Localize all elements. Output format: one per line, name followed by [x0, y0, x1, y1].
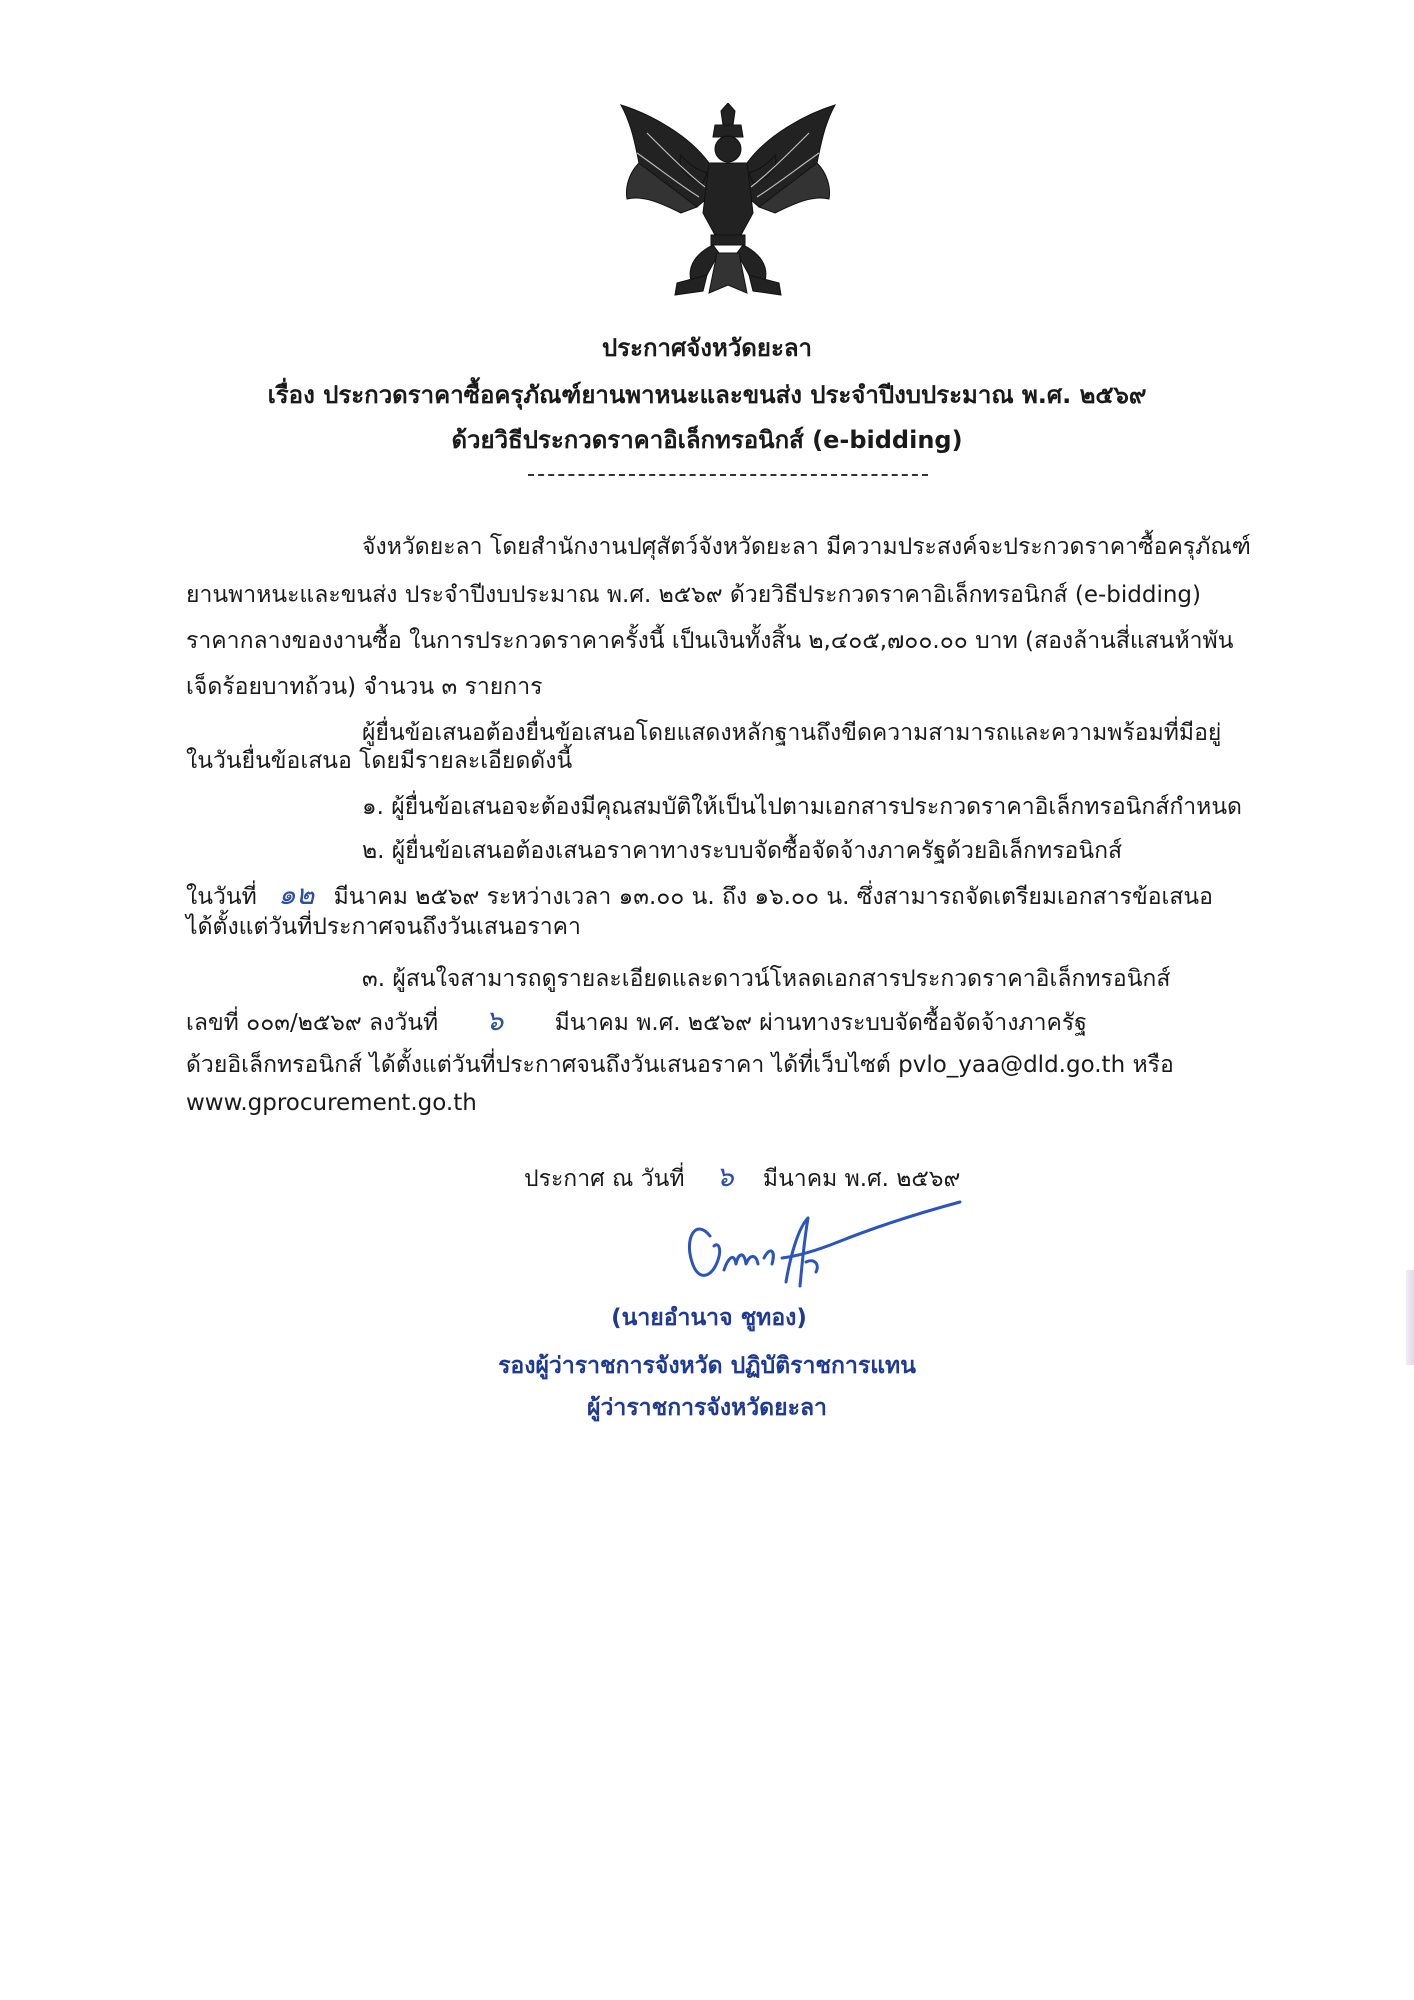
item-2-line-2: [186, 880, 1213, 912]
item-3-line-3: ด้วยอิเล็กทรอนิกส์ ได้ตั้งแต่วันที่ประกาศจนถึงวันเสนอราคา ได้ที่เว็บไซต์ pvlo_yaa@dld.go.th หรือ: [186, 1052, 1174, 1078]
item-2-line-1: ๒. ผู้ยื่นข้อเสนอต้องเสนอราคาทางระบบจัดซื้อจัดจ้างภาครัฐด้วยอิเล็กทรอนิกส์: [362, 838, 1123, 864]
scan-edge-mark: [1406, 1270, 1414, 1365]
item-2-line-3: ได้ตั้งแต่วันที่ประกาศจนถึงวันเสนอราคา: [186, 914, 581, 940]
signatory-name: (นายอำนาจ ชูทอง): [611, 1305, 807, 1331]
signatory-position-1: รองผู้ว่าราชการจังหวัด ปฏิบัติราชการแทน: [498, 1353, 916, 1379]
handwritten-signature: [678, 1198, 978, 1308]
item-3-line-2: [186, 1006, 1087, 1038]
paragraph-2-line-1: ผู้ยื่นข้อเสนอต้องยื่นข้อเสนอโดยแสดงหลักฐานถึงขีดความสามารถและความพร้อมที่มีอยู่: [362, 720, 1222, 746]
signatory-position-2: ผู้ว่าราชการจังหวัดยะลา: [587, 1395, 827, 1421]
item-3-line-4: www.gprocurement.go.th: [186, 1090, 477, 1116]
item-3-line-1: ๓. ผู้สนใจสามารถดูรายละเอียดและดาวน์โหลดเอกสารประกวดราคาอิเล็กทรอนิกส์: [362, 966, 1171, 992]
paragraph-1-line-3: ราคากลางของงานซื้อ ในการประกวดราคาครั้งนี้ เป็นเงินทั้งสิ้น ๒,๔๐๕,๗๐๐.๐๐ บาท (สองล้านสี่แสนห้าพัน: [186, 628, 1234, 654]
item-3-date-suffix: มีนาคม พ.ศ. ๒๕๖๙ ผ่านทางระบบจัดซื้อจัดจ้างภาครัฐ: [554, 1010, 1087, 1036]
dateline-prefix: ประกาศ ณ วันที่: [524, 1166, 685, 1192]
item-2-date-suffix: มีนาคม ๒๕๖๙ ระหว่างเวลา ๑๓.๐๐ น. ถึง ๑๖.๐๐ น. ซึ่งสามารถจัดเตรียมเอกสารข้อเสนอ: [333, 884, 1213, 910]
dateline-suffix: มีนาคม พ.ศ. ๒๕๖๙: [762, 1166, 961, 1192]
handwritten-day-12: ๑๒: [278, 878, 315, 911]
announcement-title: ประกาศจังหวัดยะลา: [601, 334, 813, 362]
paragraph-2-line-2: ในวันยื่นข้อเสนอ โดยมีรายละเอียดดังนี้: [186, 748, 573, 774]
garuda-emblem: [617, 103, 839, 299]
paragraph-1-line-4: เจ็ดร้อยบาทถ้วน) จำนวน ๓ รายการ: [186, 674, 543, 700]
announcement-subject: เรื่อง ประกวดราคาซื้อครุภัณฑ์ยานพาหนะและขนส่ง ประจำปีงบประมาณ พ.ศ. ๒๕๖๙: [267, 381, 1147, 409]
announcement-method: ด้วยวิธีประกวดราคาอิเล็กทรอนิกส์ (e-bidding): [451, 426, 963, 454]
item-2-date-prefix: ในวันที่: [186, 884, 257, 910]
item-1: ๑. ผู้ยื่นข้อเสนอจะต้องมีคุณสมบัติให้เป็นไปตามเอกสารประกวดราคาอิเล็กทรอนิกส์กำหนด: [362, 794, 1242, 820]
handwritten-dateline-day: ๖: [715, 1160, 734, 1193]
paragraph-1-line-2: ยานพาหนะและขนส่ง ประจำปีงบประมาณ พ.ศ. ๒๕๖๙ ด้วยวิธีประกวดราคาอิเล็กทรอนิกส์ (e-bidding): [186, 582, 1202, 608]
handwritten-day-6: ๖: [485, 1004, 504, 1037]
title-divider: [528, 474, 928, 476]
dateline: [524, 1162, 960, 1194]
item-3-date-prefix: เลขที่ ๐๐๓/๒๕๖๙ ลงวันที่: [186, 1010, 439, 1036]
paragraph-1-line-1: จังหวัดยะลา โดยสำนักงานปศุสัตว์จังหวัดยะลา มีความประสงค์จะประกวดราคาซื้อครุภัณฑ์: [362, 534, 1251, 560]
